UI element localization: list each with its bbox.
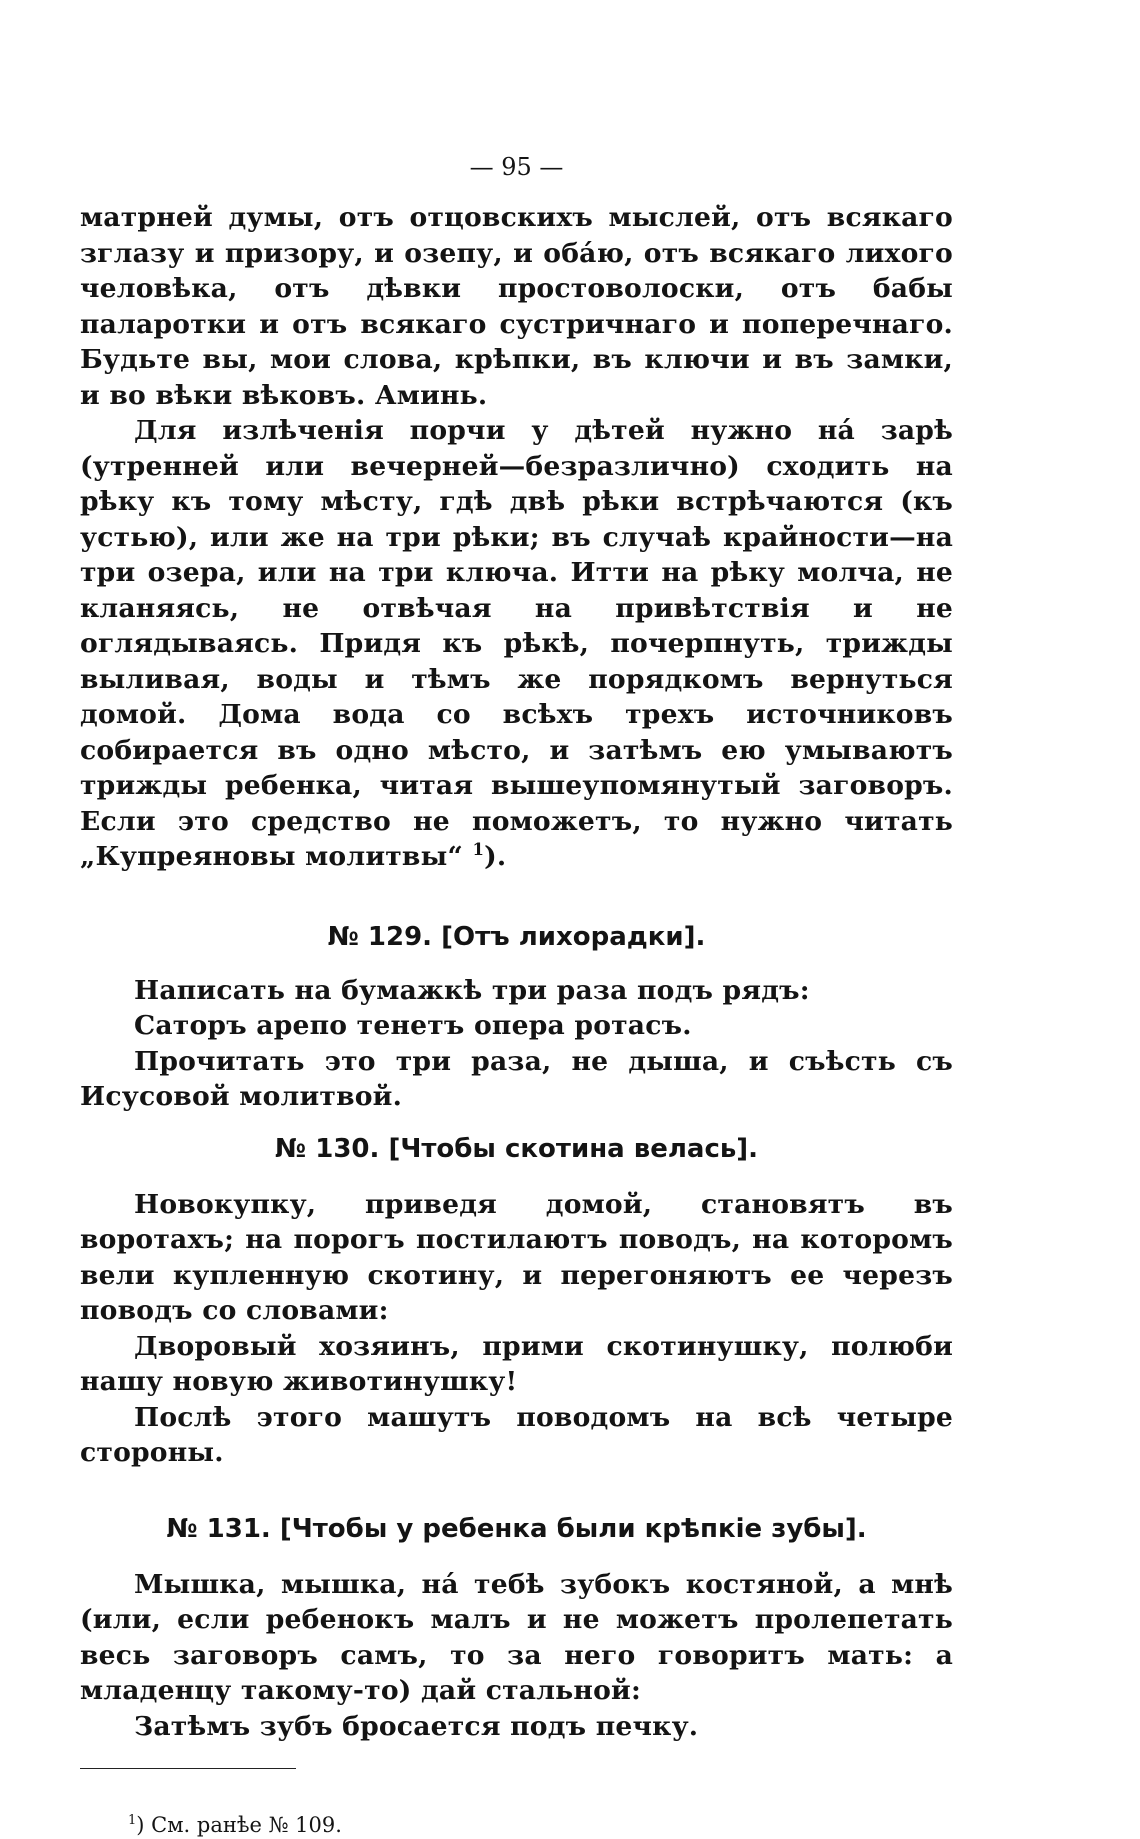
section-130-line-2: Дворовый хозяинъ, прими скотинушку, полюби нашу новую животинушку! [80, 1330, 953, 1397]
footnote-marker: 1 [128, 1813, 137, 1828]
section-131-line-2: Затѣмъ зубъ бросается подъ печку. [134, 1710, 699, 1742]
section-heading-130: № 130. [Чтобы скотина велась]. [274, 1133, 759, 1164]
section-129-line-3: Прочитать это три раза, не дыша, и съѣсть съ Исусовой молитвой. [80, 1045, 953, 1112]
footnote-divider [80, 1768, 296, 1769]
section-131-line-1: Мышка, мышка, нá тебѣ зубокъ костяной, а мнѣ (или, если ребенокъ малъ и не можетъ пролепетать весь заговоръ самъ, то за него говоритъ мать: а младенцу такому-то) дай стальной: [80, 1568, 953, 1706]
section-130-line-1: Новокупку, приведя домой, становятъ въ воротахъ; на порогъ постилаютъ поводъ, на которомъ вели купленную скотину, и перегоняютъ ее черезъ поводъ со словами: [80, 1188, 953, 1326]
footnote-reference: 1 [472, 840, 485, 860]
section-heading-131: № 131. [Чтобы у ребенка были крѣпкіе зубы]. [166, 1513, 867, 1544]
section-130-line-3: Послѣ этого машутъ поводомъ на всѣ четыре стороны. [80, 1401, 953, 1468]
treatment-text-end: ). [484, 841, 507, 872]
section-heading-129: № 129. [Отъ лихорадки]. [327, 921, 706, 952]
continuation-paragraph: матрней думы, отъ отцовскихъ мыслей, отъ всякаго зглазу и призору, и озепу, и обáю, отъ всякаго лихого человѣка, отъ дѣвки простоволоски, отъ бабы паларотки и отъ всякаго сустричнаго и поперечнаго. Будьте вы, мои слова, крѣпки, въ ключи и въ замки, и во вѣки вѣковъ. Аминь. [80, 202, 953, 411]
footnote [128, 1811, 953, 1839]
section-129-line-2: Саторъ арепо тенетъ опера ротасъ. [134, 1010, 692, 1041]
section-129-line-1: Написать на бумажкѣ три раза подъ рядъ: [134, 974, 810, 1006]
treatment-text: Для излѣченія порчи у дѣтей нужно нá зарѣ (утренней или вечерней—безразлично) сходить на рѣку къ тому мѣсту, гдѣ двѣ рѣки встрѣчаются (къ устью), или же на три рѣки; въ случаѣ крайности—на три озера, или на три ключа. Итти на рѣку молча, не кланяясь, не отвѣчая на привѣтствія и не оглядываясь. Придя къ рѣкѣ, почерпнуть, трижды выливая, воды и тѣмъ же порядкомъ вернуться домой. Дома вода со всѣхъ трехъ источниковъ собирается въ одно мѣсто, и затѣмъ ею умываютъ трижды ребенка, читая вышеупомянутый заговоръ. Если это средство не поможетъ, то нужно читать „Купреяновы молитвы“ [80, 415, 953, 872]
page-number: — 95 — [469, 153, 564, 181]
treatment-paragraph [80, 413, 953, 875]
footnote-text: ) См. ранѣе № 109. [136, 1813, 342, 1837]
document-page [80, 150, 953, 1839]
